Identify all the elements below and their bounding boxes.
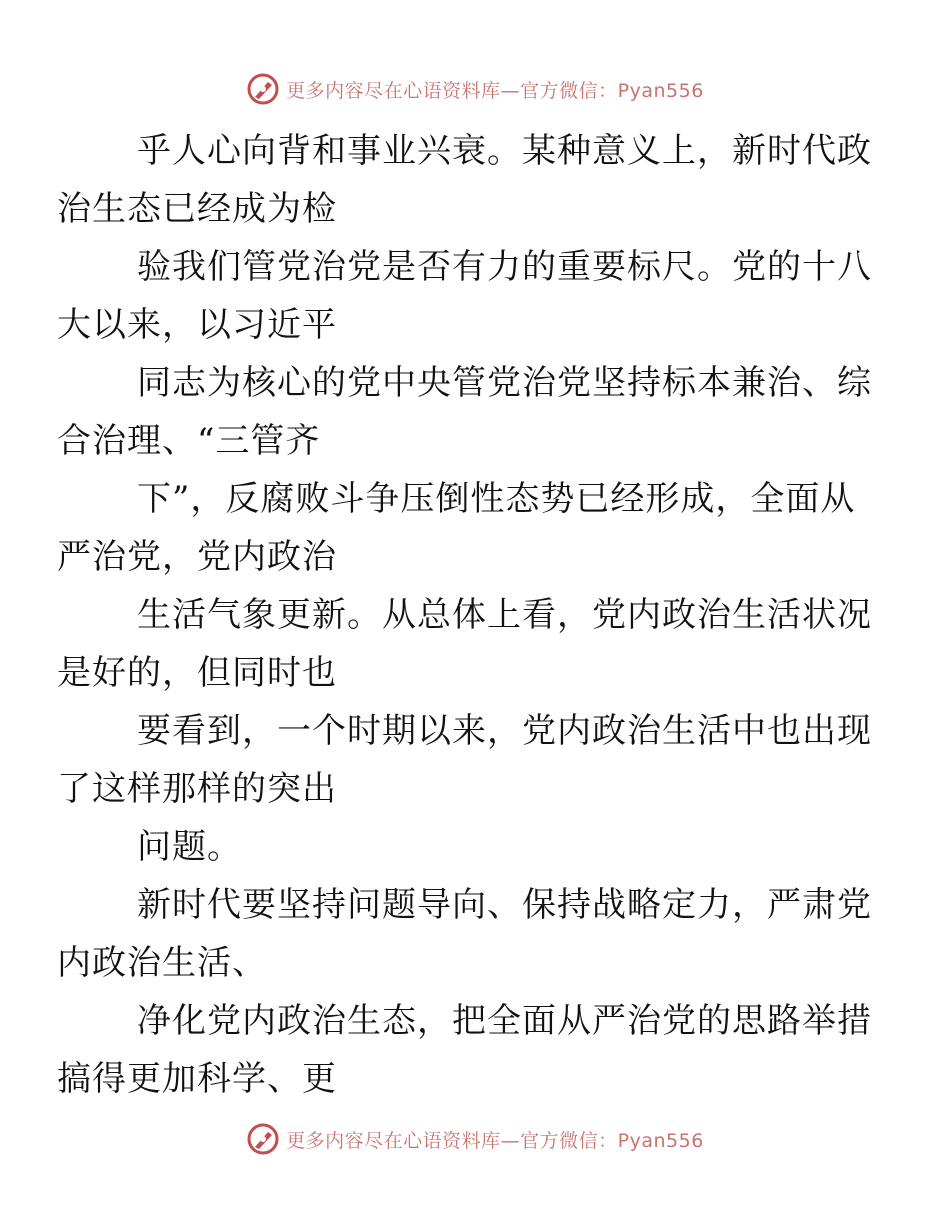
- paragraph: [57, 876, 872, 992]
- pen-logo-icon: [246, 1122, 280, 1156]
- paragraph-line-continued: 内政治生活、: [57, 943, 267, 983]
- paragraph-line-continued: 治生态已经成为检: [57, 189, 337, 229]
- paragraph: [57, 470, 857, 586]
- paragraph-line: 同志为核心的党中央管党治党坚持标本兼治、综: [137, 363, 872, 403]
- paragraph-line: 下”，反腐败斗争压倒性态势已经形成，全面从: [137, 479, 856, 519]
- header-watermark: [0, 72, 950, 106]
- paragraph-line-continued: 大以来，以习近平: [57, 305, 337, 345]
- paragraph: [97, 818, 857, 876]
- paragraph: [57, 702, 872, 818]
- paragraph-line: 净化党内政治生态，把全面从严治党的思路举措: [137, 1001, 872, 1041]
- paragraph-line-continued: 是好的，但同时也: [57, 653, 337, 693]
- paragraph-line-continued: 合治理、“三管齐: [57, 421, 321, 461]
- document-body: [57, 122, 872, 1108]
- paragraph-line-continued: 了这样那样的突出: [57, 769, 337, 809]
- paragraph: [57, 354, 872, 470]
- paragraph-line: 生活气象更新。从总体上看，党内政治生活状况: [137, 595, 872, 635]
- footer-watermark: [0, 1122, 950, 1156]
- paragraph-line: 乎人心向背和事业兴衰。某种意义上，新时代政: [137, 131, 872, 171]
- paragraph-line: 要看到，一个时期以来，党内政治生活中也出现: [137, 711, 872, 751]
- watermark-text: 更多内容尽在心语资料库—官方微信：Pyan556: [286, 1129, 704, 1152]
- paragraph: [57, 122, 872, 238]
- paragraph-line: 问题。: [137, 827, 242, 867]
- paragraph: [57, 238, 872, 354]
- paragraph: [57, 992, 872, 1108]
- pen-logo-icon: [246, 72, 280, 106]
- watermark-text: 更多内容尽在心语资料库—官方微信：Pyan556: [286, 79, 704, 102]
- paragraph: [57, 586, 872, 702]
- paragraph-line-continued: 搞得更加科学、更: [57, 1059, 337, 1099]
- paragraph-line: 验我们管党治党是否有力的重要标尺。党的十八: [137, 247, 872, 287]
- paragraph-line: 新时代要坚持问题导向、保持战略定力，严肃党: [137, 885, 872, 925]
- paragraph-line-continued: 严治党，党内政治: [57, 537, 337, 577]
